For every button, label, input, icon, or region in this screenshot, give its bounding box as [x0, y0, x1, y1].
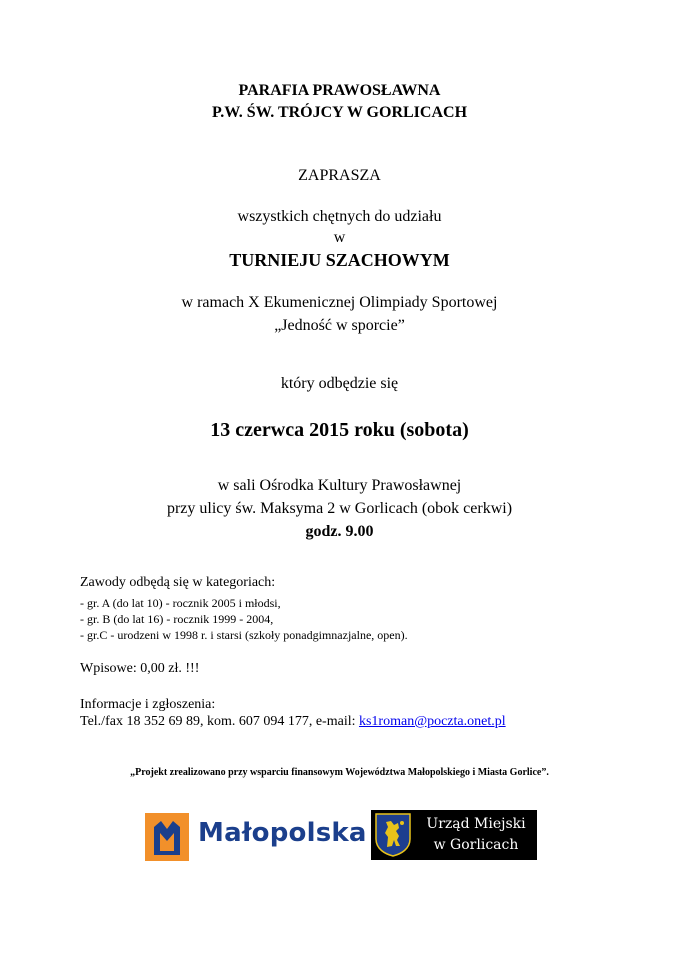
urzad-logo — [371, 810, 537, 860]
category-item: - gr. B (do lat 16) - rocznik 1999 - 2004, — [80, 612, 274, 626]
event-which: który odbędzie się — [280, 375, 399, 392]
entry-fee: Wpisowe: 0,00 zł. !!! — [80, 661, 200, 676]
malopolska-logo — [140, 810, 367, 866]
event-motto: „Jedność w sporcie” — [274, 317, 405, 334]
funding-note: „Projekt zrealizowano przy wsparciu finansowym Województwa Małopolskiego i Miasta Gorlice”. — [130, 767, 549, 778]
invite-line: wszystkich chętnych do udziału — [237, 208, 442, 225]
venue-line2: przy ulicy św. Maksyma 2 w Gorlicach (obok cerkwi) — [166, 500, 513, 517]
event-title: TURNIEJU SZACHOWYM — [229, 250, 450, 270]
parish-name: PARAFIA PRAWOSŁAWNA — [238, 82, 441, 99]
parish-subtitle: P.W. ŚW. TRÓJCY W GORLICACH — [211, 104, 468, 121]
category-item: - gr.C - urodzeni w 1998 r. i starsi (szkoły ponadgimnazjalne, open). — [80, 628, 408, 642]
invite-w: w — [333, 229, 346, 246]
invite-heading: ZAPRASZA — [298, 167, 381, 184]
event-time: godz. 9.00 — [305, 523, 374, 540]
contact-line — [80, 714, 506, 730]
coat-of-arms-icon — [375, 813, 411, 857]
email-link[interactable]: ks1roman@poczta.onet.pl — [358, 714, 506, 729]
contact-phones: Tel./fax 18 352 69 89, kom. 607 094 177, e-mail: — [80, 714, 359, 729]
urzad-line1: Urząd Miejski — [426, 816, 526, 832]
category-item: - gr. A (do lat 10) - rocznik 2005 i młodsi, — [80, 596, 281, 610]
event-date: 13 czerwca 2015 roku (sobota) — [210, 419, 469, 441]
contact-heading: Informacje i zgłoszenia: — [80, 697, 216, 712]
categories-heading: Zawody odbędą się w kategoriach: — [80, 575, 276, 590]
venue-line1: w sali Ośrodka Kultury Prawosławnej — [217, 477, 462, 494]
urzad-line2: w Gorlicach — [433, 837, 519, 853]
malopolska-emblem-icon — [145, 813, 189, 861]
malopolska-wordmark: Małopolska — [198, 818, 367, 848]
event-context: w ramach X Ekumenicznej Olimpiady Sportowej — [181, 294, 498, 311]
